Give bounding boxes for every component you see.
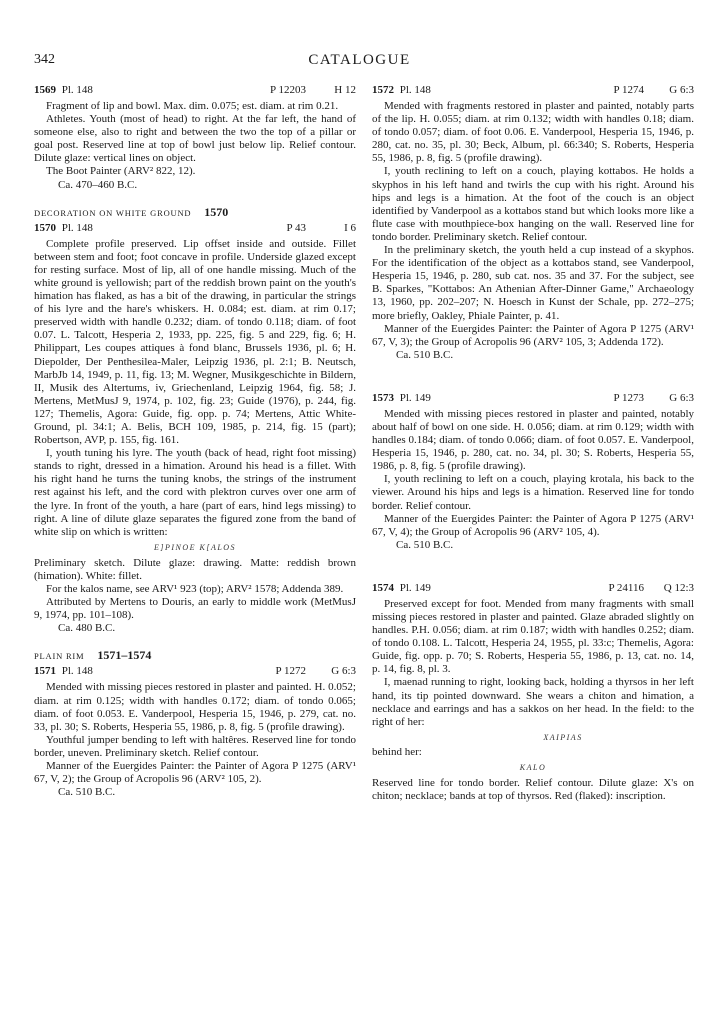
inventory-number: P 12203 (270, 84, 306, 96)
plate-ref: Pl. 148 (61, 84, 93, 96)
entry-technique: Preliminary sketch. Dilute glaze: drawing. Matte: reddish brown (himation). White: fillet. (34, 556, 356, 582)
entry-number: 1574 (372, 581, 394, 594)
entry-description: Preserved except for foot. Mended from many fragments with small missing pieces restored in plaster and painted. Glaze abraded slightly on handles. P.H. 0.056; diam. at rim 0.187; width with handles 0.252; diam. of tondo 0.108. L. Talcott, Hesperia 24, 1955, pl. 33:c; Themelis, Agora: Guide, fig. opp. p. 70; S. Roberts, Hesperia 55, 1986, p. 13, cat. no. 14, p. 14, fig. 8, pl. 3. (372, 597, 694, 676)
entry-note: In the preliminary sketch, the youth held a cup instead of a skyphos. For the identification of the object as a kottabos stand, see Vanderpool, Hesperia 15, 1946, p. 280, sub cat. nos. 35 and 37. For the subject, see B. Sparkes, "Kottabos: An Athenian After-Dinner Game," Archaeology 13, 1960, pp. 202–207; N. Hoesch in Kunst der Schale, pp. 272–275; more briefly, Oakley, Phiale Painter, p. 41. (372, 244, 694, 322)
entry-subject: Athletes. Youth (most of head) to right. At the far left, the hand of someone else, also to right and between the two the top of a pillar or goal post. Reserved line at top of bowl just below lip. Relief contour. Dilute glaze: vertical lines on object. (34, 113, 356, 165)
entry-date: Ca. 470–460 B.C. (58, 178, 138, 191)
entry-description: Complete profile preserved. Lip offset inside and outside. Fillet between stem and foot; foot concave in profile. Underside glazed except for resting surface. Most of lip, all of one handle missing. Much of the white ground is yellowish; part of the reddish brown paint on the youth's himation has flaked, as has a bit of the drawing, in particular the strings of his lyre and the hare's whiskers. H. 0.084; est. diam. at rim 0.17; preserved width with handle 0.232; diam. of tondo 0.118; diam. of foot 0.07. L. Talcott, Hesperia 2, 1933, pp. 225, fig. 5 and 229, fig. 6; H. Philippart, Les coupes attiques à fond blanc, Brussels 1936, pl. 6; H. Diepolder, Der Penthesilea-Maler, Leipzig 1936, pl. 2:1; B. Neutsch, MarbJb 14, 1949, p. 11, fig. 13; M. Wegner, Musikgeschichte in Bildern, II, Musik des Altertums, iv, Griechenland, Leipzig 1964, fig. 58; J. Mertens, MetMusJ 9, 1974, p. 102, fig. 23; Guide (1976), p. 244, fig. 127; Themelis, Agora: Guide, fig. opp. p. 74; Mertens, Attic White-Ground, pl. 34:1; A. Belis, BCH 109, 1985, p. 214, fig. 15 (part); Robertson, AVP, p. 155, fig. 161. (34, 237, 356, 447)
running-title: CATALOGUE (308, 52, 411, 68)
entry-subject: I, youth tuning his lyre. The youth (back of head, right foot missing) stands to right, dressed in a himation. Around his head is a fillet. With his right hand he turns the tuning knobs, the strings of the instrument rest against his left, and the cord with plektron curves over one arm of the lyre. In front of the youth, a hare (part of ears, hind legs missing) to right. A line of dilute glaze separates the figured zone from the band of white slip on which is written: (34, 447, 356, 538)
entry-number: 1573 (372, 391, 394, 404)
section-range: 1571–1574 (97, 648, 152, 663)
entry-header-1571 (34, 665, 356, 681)
inventory-number: P 24116 (608, 581, 644, 594)
entry-description: Mended with missing pieces restored in plaster and painted. H. 0.052; diam. at rim 0.125; width with handles 0.172; diam. of tondo 0.065; diam. of foot 0.053. E. Vanderpool, Hesperia 15, 1946, p. 279, cat. no. 33, pl. 30; S. Roberts, Hesperia 55, 1986, p. 8, fig. 5 (profile drawing). (34, 681, 356, 733)
deposit-location: G 6:3 (331, 665, 356, 678)
entry-subject: I, youth reclining to left on a couch, playing krotala, his back to the viewer. Around his hips and legs is a himation. Reserved line for tondo border. Relief contour. (372, 473, 694, 512)
inventory-number: P 1272 (275, 665, 306, 678)
page-header (0, 52, 719, 74)
entry-date: Ca. 510 B.C. (58, 786, 116, 799)
entry-header-1572 (372, 84, 694, 100)
entry-subject: I, youth reclining to left on a couch, playing kottabos. He holds a skyphos in his left hand and twirls the cup with his right. Around his hips and legs is a himation. At the foot of the couch is an object identified by Vanderpool as a kottabos stand but which looks more like a flute case with mouthpiece-box hanging on the wall. Reserved line for tondo border. Preliminary sketch. Relief contour. (372, 165, 694, 243)
entry-subject: Youthful jumper bending to left with haltêres. Reserved line for tondo border, uneven. Preliminary sketch. Relief contour. (34, 733, 356, 759)
plate-ref: Pl. 149 (399, 391, 431, 404)
entry-number: 1570 (34, 221, 56, 234)
inventory-number: P 1273 (613, 391, 644, 404)
entry-text: behind her: (372, 745, 422, 758)
plate-ref: Pl. 149 (399, 581, 431, 594)
inscription: E]PINOE K[ALOS (153, 542, 237, 552)
plate-ref: Pl. 148 (61, 665, 93, 678)
plate-ref: Pl. 148 (399, 84, 431, 96)
deposit-location: H 12 (334, 84, 356, 96)
entry-attribution: Manner of the Euergides Painter: the Painter of Agora P 1275 (ARV¹ 67, V, 2); the Group of Acropolis 96 (ARV² 105, 2). (34, 760, 356, 786)
entry-header-1573 (372, 392, 694, 408)
entry-description: Mended with missing pieces restored in plaster and painted, notably about half of bowl on one side. H. 0.056; diam. at rim 0.129; width with handles 0.184; diam. of tondo 0.066; diam. of foot 0.057. E. Vanderpool, Hesperia 15, 1946, p. 280, cat. no. 34, pl. 30; S. Roberts, Hesperia 55, 1986, p. 8, fig. 5 (profile drawing). (372, 407, 694, 473)
entry-date: Ca. 510 B.C. (396, 348, 454, 361)
entry-header-1569 (34, 84, 356, 100)
entry-attribution: The Boot Painter (ARV² 822, 12). (46, 165, 196, 178)
deposit-location: I 6 (344, 221, 356, 234)
entry-number: 1569 (34, 84, 56, 96)
entry-technique: Reserved line for tondo border. Relief contour. Dilute glaze: X's on chiton; necklace; bands at top of thyrsos. Red (flaked): inscription. (372, 777, 694, 803)
entry-attribution: Attributed by Mertens to Douris, an early to middle work (MetMusJ 9, 1974, pp. 101–108). (34, 596, 356, 622)
entry-description: Mended with fragments restored in plaster and painted, notably parts of the lip. H. 0.055; diam. at rim 0.132; width with handles 0.18; diam. of tondo 0.057; diam. of foot 0.06. E. Vanderpool, Hesperia 15, 1946, p. 280, cat. no. 35, pl. 30; Beck, Album, pl. 66:340; S. Roberts, Hesperia 55, 1986, p. 8, fig. 5 (profile drawing). (372, 100, 694, 165)
section-heading-white-ground (34, 206, 356, 222)
entry-number: 1571 (34, 665, 56, 678)
section-label: PLAIN RIM (34, 651, 85, 662)
deposit-location: Q 12:3 (663, 581, 694, 594)
inscription: KALO (519, 763, 547, 773)
inscription: XAIPIAS (543, 732, 583, 742)
deposit-location: G 6:3 (669, 84, 694, 96)
entry-date: Ca. 510 B.C. (396, 538, 454, 551)
entry-description: Fragment of lip and bowl. Max. dim. 0.075; est. diam. at rim 0.21. (46, 100, 339, 112)
section-heading-plain-rim (34, 649, 356, 665)
entry-header-1570 (34, 222, 356, 238)
entry-subject: I, maenad running to right, looking back, holding a thyrsos in her left hand, its tip pointed downward. She wears a chiton and himation, a necklace and earrings and has a sakkos on her head. In the field: to the right of her: (372, 676, 694, 728)
deposit-location: G 6:3 (669, 391, 694, 404)
entry-date: Ca. 480 B.C. (58, 622, 116, 635)
entry-header-1574 (372, 582, 694, 598)
section-label: DECORATION ON WHITE GROUND (34, 207, 192, 218)
inventory-number: P 1274 (613, 84, 644, 96)
section-range: 1570 (204, 204, 229, 219)
entry-number: 1572 (372, 84, 394, 96)
left-column (34, 84, 356, 799)
plate-ref: Pl. 148 (61, 221, 93, 234)
page-number: 342 (34, 52, 55, 67)
inventory-number: P 43 (286, 221, 306, 234)
entry-attribution: Manner of the Euergides Painter: the Painter of Agora P 1275 (ARV¹ 67, V, 3); the Group of Acropolis 96 (ARV² 105, 3; Addenda 172). (372, 322, 694, 348)
right-column (372, 84, 694, 803)
entry-note: For the kalos name, see ARV¹ 923 (top); ARV² 1578; Addenda 389. (46, 583, 344, 596)
entry-attribution: Manner of the Euergides Painter: the Painter of Agora P 1275 (ARV¹ 67, V, 4); the Group of Acropolis 96 (ARV² 105, 4). (372, 512, 694, 538)
